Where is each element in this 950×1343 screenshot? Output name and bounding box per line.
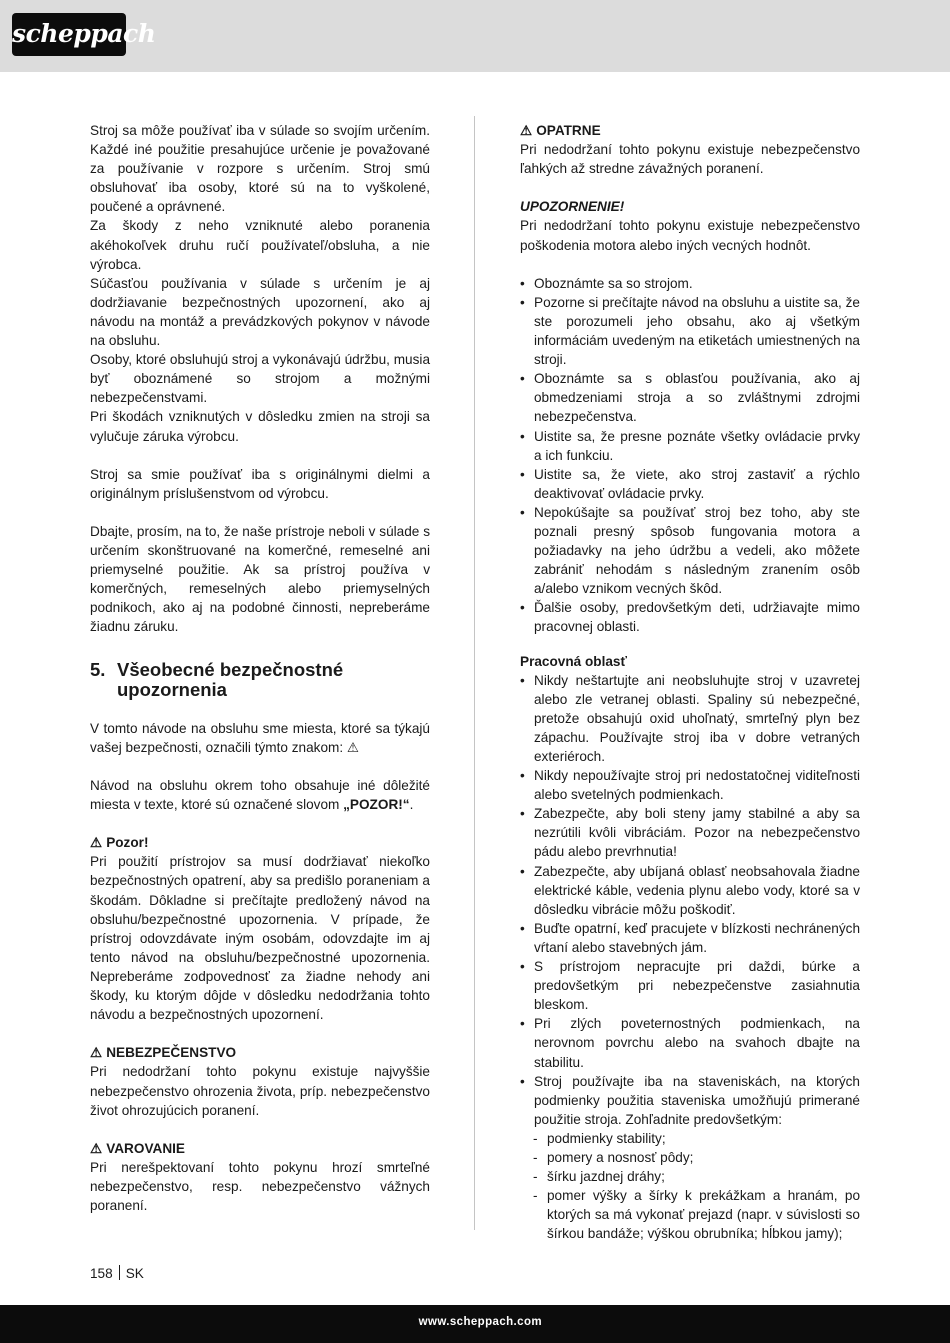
list-item: • Oboznámte sa so strojom. — [520, 274, 860, 293]
paragraph-operators: Osoby, ktoré obsluhujú stroj a vykonávajú údržbu, musia byť oboznámené so strojom a možnými nebezpečenstvami. — [90, 352, 430, 406]
pozor-intro-end: . — [409, 797, 414, 813]
warning-triangle-icon: ⚠ — [90, 1045, 103, 1061]
right-column — [520, 121, 860, 1243]
pozor-heading — [90, 833, 430, 852]
paragraph-pozor-intro — [90, 776, 430, 814]
list-item: - pomery a nosnosť pôdy; — [520, 1148, 860, 1167]
page-number: 158 — [90, 1266, 113, 1281]
warning-triangle-icon: ⚠ — [90, 1140, 103, 1156]
work-area-heading: Pracovná oblasť — [520, 653, 627, 669]
list-item: • Stroj používajte iba na staveniskách, na ktorých podmienky použitia staveniska umožňujú primerané použitie stroja. Zohľadnite predovšetkým: — [520, 1072, 860, 1129]
section-number: 5. — [90, 658, 106, 680]
left-column — [90, 121, 430, 1215]
paragraph-modifications: Pri škodách vzniknutých v dôsledku zmien na stroji sa vylučuje záruka výrobcu. — [90, 409, 430, 444]
page-header — [0, 0, 950, 72]
section-title-line2: upozornenia — [117, 678, 227, 700]
paragraph-liability: Za škody z neho vzniknuté alebo poranenia akéhokoľvek druhu ručí používateľ/obsluha, a nie výrobca. — [90, 218, 430, 272]
upozornenie-heading: UPOZORNENIE! — [520, 199, 625, 215]
paragraph-compliance: Súčasťou používania v súlade s určením je aj dodržiavanie bezpečnostných upozornení, ako aj návodu na montáž a prevádzkových pokynov v návode na obsluhu. — [90, 275, 430, 349]
list-item: • Oboznámte sa s oblasťou používania, ako aj obmedzeniami stroja a so zvláštnymi zdrojmi nebezpečenstva. — [520, 369, 860, 426]
pozor-keyword: „POZOR!“ — [343, 797, 410, 813]
list-item: • Pri zlých poveternostných podmienkach, na nerovnom povrchu alebo na svahoch dbajte na stabilitu. — [520, 1014, 860, 1071]
paragraph-commercial-use: Dbajte, prosím, na to, že naše prístroje neboli v súlade s určením skonštruované na komerčné, remeselné ani priemyselné použitie. Ak sa prístroj používa v komerčných, remeselných alebo priemyselných podnikoch, ako aj na podobné činnosti, nepreberáme žiadnu záruku. — [90, 523, 430, 635]
section-title-line1: Všeobecné bezpečnostné — [117, 658, 344, 680]
page-footer-label — [90, 1265, 144, 1281]
nebezpecenstvo-heading — [90, 1043, 430, 1062]
list-item: • S prístrojom nepracujte pri daždi, búrke a predovšetkým pri nebezpečenstve zasiahnutia bleskom. — [520, 957, 860, 1014]
warning-triangle-icon: ⚠ — [90, 835, 103, 851]
footer-bar — [0, 1305, 950, 1343]
paragraph-original-parts: Stroj sa smie používať iba s originálnymi dielmi a originálnym príslušenstvom od výrobcu. — [90, 466, 430, 501]
pozor-label: Pozor! — [106, 835, 149, 851]
column-divider — [474, 116, 475, 1230]
varovanie-label: VAROVANIE — [106, 1140, 185, 1156]
work-area-list — [520, 671, 860, 1129]
list-item: • Pozorne si prečítajte návod na obsluhu a uistite sa, že ste porozumeli jeho obsahu, ako aj všetkým informáciám uvedeným na etiketách umiestnených na stroji. — [520, 293, 860, 369]
site-conditions-list — [520, 1129, 860, 1244]
list-item: - pomer výšky a šírky k prekážkam a hranám, po ktorých sa má vykonať prejazd (napr. v súvislosti so šírkou bandáže; výškou obrubníka; hĺbkou jamy); — [520, 1186, 860, 1243]
list-item: • Zabezpečte, aby boli steny jamy stabilné a aby sa nezrútili kvôli vibráciám. Pozor na nebezpečenstvo pádu alebo prevrhnutia! — [520, 804, 860, 861]
list-item: - šírku jazdnej dráhy; — [520, 1167, 860, 1186]
paragraph-intended-use: Stroj sa môže používať iba v súlade so svojím určením. Každé iné použitie presahujúce určenie je považované za používanie v rozpore s určením. Stroj smú obsluhovať iba osoby, ktoré sú na to vyškolené, poučené a oprávnené. — [90, 123, 430, 215]
list-item: • Nikdy neštartujte ani neobsluhujte stroj v uzavretej alebo zle vetranej oblasti. Spaliny sú nebezpečné, pretože obsahujú oxid uhoľnatý, smrteľný plyn bez zápachu. Používajte stroj iba v dobre vetraných exteriéroch. — [520, 671, 860, 766]
list-item: • Uistite sa, že viete, ako stroj zastaviť a rýchlo deaktivovať ovládacie prvky. — [520, 465, 860, 503]
nebezpecenstvo-text: Pri nedodržaní tohto pokynu existuje najvyššie nebezpečenstvo ohrozenia života, príp. nebezpečenstvo život ohrozujúcich poranení. — [90, 1064, 430, 1118]
varovanie-heading — [90, 1139, 430, 1158]
opatrne-label: OPATRNE — [536, 123, 601, 138]
list-item: • Zabezpečte, aby ubíjaná oblasť neobsahovala žiadne elektrické káble, vedenia plynu alebo vody, ktoré sa v dôsledku vibrácie môžu poškodiť. — [520, 862, 860, 919]
paragraph-symbol-intro: V tomto návode na obsluhu sme miesta, ktoré sa týkajú vašej bezpečnosti, označili týmto znakom: ⚠ — [90, 720, 430, 755]
nebezpecenstvo-label: NEBEZPEČENSTVO — [106, 1045, 237, 1061]
general-safety-list — [520, 274, 860, 637]
list-item: - podmienky stability; — [520, 1129, 860, 1148]
language-code: SK — [125, 1266, 144, 1281]
list-item: • Nikdy nepoužívajte stroj pri nedostatočnej viditeľnosti alebo svetelných podmienkach. — [520, 766, 860, 804]
pozor-intro-text: Návod na obsluhu okrem toho obsahuje iné dôležité miesta v texte, ktoré sú označené slovom — [90, 778, 430, 813]
list-item: • Ďalšie osoby, predovšetkým deti, udržiavajte mimo pracovnej oblasti. — [520, 598, 860, 636]
opatrne-heading — [520, 121, 860, 140]
website-url: www.scheppach.com — [418, 1316, 542, 1328]
scheppach-logo: scheppach — [12, 13, 126, 56]
warning-triangle-icon: ⚠ — [520, 123, 533, 138]
varovanie-text: Pri nerešpektovaní tohto pokynu hrozí smrteľné nebezpečenstvo, resp. nebezpečenstvo vážnych poranení. — [90, 1159, 430, 1214]
list-item: • Uistite sa, že presne poznáte všetky ovládacie prvky a ich funkciu. — [520, 427, 860, 465]
list-item: • Buďte opatrní, keď pracujete v blízkosti nechránených vŕtaní alebo stavebných jám. — [520, 919, 860, 957]
opatrne-text: Pri nedodržaní tohto pokynu existuje nebezpečenstvo ľahkých až stredne závažných poranení. — [520, 142, 860, 177]
list-item: • Nepokúšajte sa používať stroj bez toho, aby ste poznali presný spôsob fungovania motora a požiadavky na jeho údržbu a vedeli, ako môžete zabrániť nehodám s následným zranením osôb a/alebo vznikom vecných škôd. — [520, 503, 860, 598]
upozornenie-text: Pri nedodržaní tohto pokynu existuje nebezpečenstvo poškodenia motora alebo iných vecných hodnôt. — [520, 218, 860, 253]
separator — [119, 1265, 120, 1280]
section-heading — [90, 660, 430, 700]
pozor-text: Pri použití prístrojov sa musí dodržiavať niekoľko bezpečnostných opatrení, aby sa predišlo poraneniam a škodám. Dôkladne si prečítajte predložený návod na obsluhu/bezpečnostné upozornenia. V prípade, že prístroj odovzdávate iným osobám, odovzdajte im aj tento návod na obsluhu/bezpečnostné upozornenia. Nepreberáme zodpovednosť za žiadne nehody ani škody, ku ktorým dôjde v dôsledku nedodržania tohto návodu a bezpečnostných upozornení. — [90, 854, 430, 1023]
